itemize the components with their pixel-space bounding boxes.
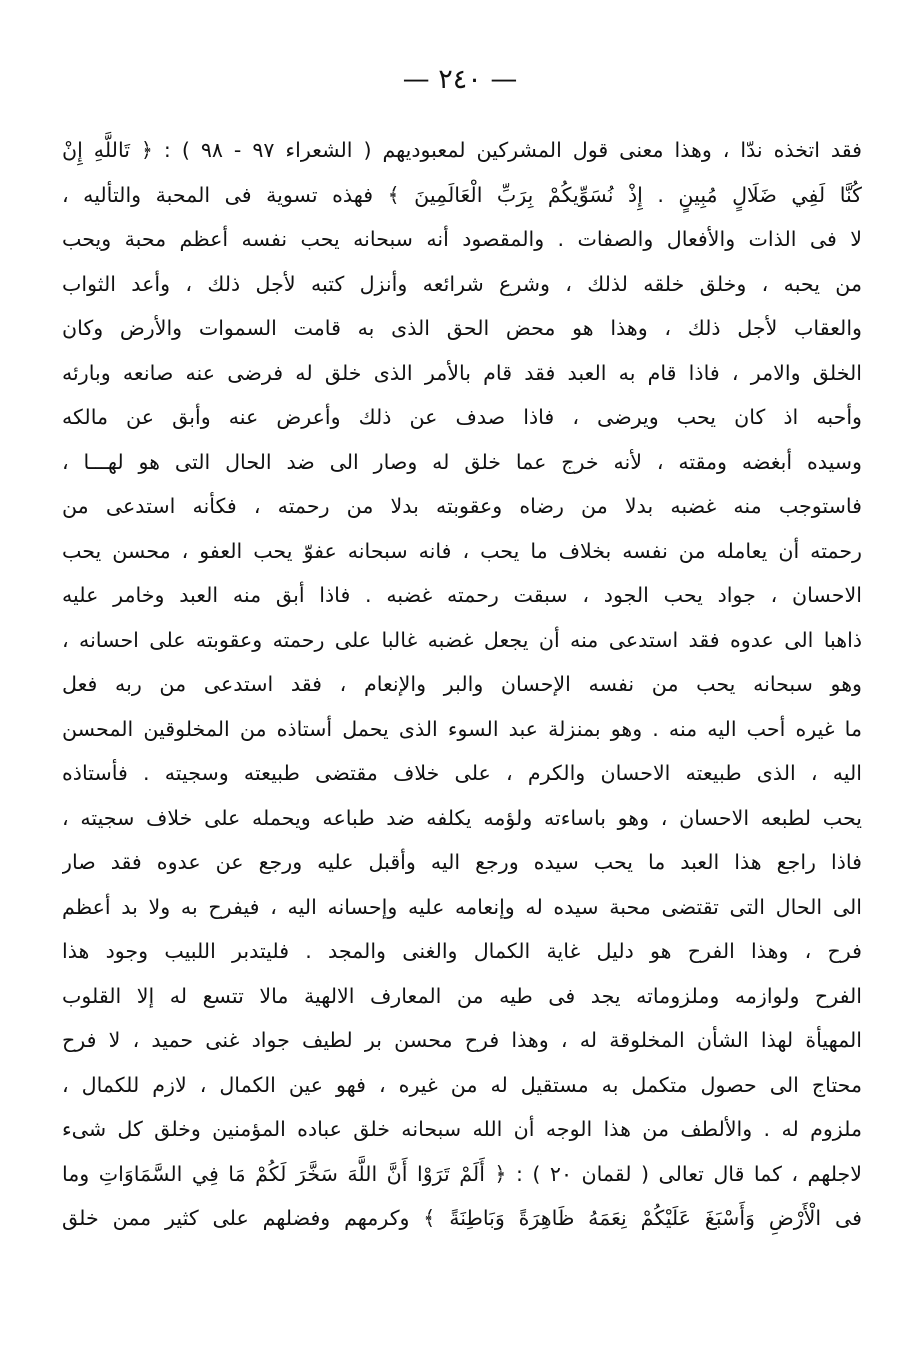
text-line: الاحسان ، جواد يحب الجود ، سبقت رحمته غضبه . فاذا أبق منه العبد وخامر عليه bbox=[62, 583, 862, 607]
text-line: من يحبه ، وخلق خلقه لذلك ، وشرع شرائعه وأنزل كتبه لأجل ذلك ، وأعد الثواب bbox=[62, 271, 862, 296]
page-number: — ٢٤٠ — bbox=[402, 64, 518, 95]
text-line: فقد اتخذه ندّا ، وهذا معنى قول المشركين لمعبوديهم ( الشعراء ٩٧ - ٩٨ ) : ﴿ تَاللَّهِ إِنْ bbox=[62, 138, 862, 162]
text-line: ذاهبا الى عدوه فقد استدعى منه أن يجعل غضبه غالبا على رحمته وعقوبته على احسانه ، bbox=[62, 627, 862, 652]
text-line: فاستوجب منه غضبه بدلا من رضاه وعقوبته بدلا من رحمته ، فكأنه استدعى من bbox=[62, 494, 862, 518]
text-line: فى الْأَرْضِ وَأَسْبَغَ عَلَيْكُمْ نِعَمَهُ ظَاهِرَةً وَبَاطِنَةً ﴾ وكرمهم وفضلهم على كثير ممن خلق bbox=[62, 1206, 862, 1230]
text-line: يحب لطبعه الاحسان ، وهو باساءته ولؤمه يكلفه ضد طباعه ويحمله على خلاف سجيته ، bbox=[62, 805, 862, 830]
text-line: فرح ، وهذا الفرح هو دليل غاية الكمال والغنى والمجد . فليتدبر اللبيب وجود هذا bbox=[62, 939, 862, 963]
text-line: الفرح ولوازمه وملزوماته يجد فى طيه من المعارف الالهية مالا تتسع له إلا القلوب bbox=[62, 983, 862, 1008]
text-line: اليه ، الذى طبيعته الاحسان والكرم ، على خلاف مقتضى طبيعته وسجيته . فأستاذه bbox=[62, 761, 862, 785]
text-line: وسيده أبغضه ومقته ، لأنه خرج عما خلق له وصار الى ضد الحال التى هو لهـــا ، bbox=[62, 449, 862, 474]
text-line: فاذا راجع هذا العبد ما يحب سيده ورجع اليه وأقبل عليه ورجع عن عدوه فقد صار bbox=[62, 850, 862, 874]
text-line: ما غيره أحب اليه منه . وهو بمنزلة عبد السوء الذى يحمل أستاذه من المخلوقين المحسن bbox=[62, 716, 862, 741]
text-line: ملزوم له . والألطف من هذا الوجه أن الله سبحانه خلق عباده المؤمنين وخلق كل شىء bbox=[62, 1117, 862, 1141]
text-line: والعقاب لأجل ذلك ، وهذا هو محض الحق الذى به قامت السموات والأرض وكان bbox=[62, 316, 862, 340]
text-line: الى الحال التى تقتضى محبة سيده له وإنعامه عليه وإحسانه اليه ، فيفرح به ولا بد أعظم bbox=[62, 894, 862, 919]
text-line: وهو سبحانه يحب من نفسه الإحسان والبر والإنعام ، فقد استدعى من ربه فعل bbox=[62, 672, 862, 696]
text-line: محتاج الى حصول متكمل به مستقيل له من غيره ، فهو عين الكمال ، لازم للكمال ، bbox=[62, 1072, 862, 1097]
text-line: المهيأة لهذا الشأن المخلوقة له ، وهذا فرح محسن بر لطيف جواد غنى حميد ، لا فرح bbox=[62, 1028, 862, 1052]
text-line: لا فى الذات والأفعال والصفات . والمقصود أنه سبحانه يحب نفسه أعظم محبة ويحب bbox=[62, 227, 862, 251]
text-line: لاجلهم ، كما قال تعالى ( لقمان ٢٠ ) : ﴿ أَلَمْ تَرَوْا أَنَّ اللَّهَ سَخَّرَ لَكُمْ مَا فِي السَّمَاوَاتِ وما bbox=[62, 1161, 862, 1186]
text-line: رحمته أن يعامله من نفسه بخلاف ما يحب ، فانه سبحانه عفوّ يحب العفو ، محسن يحب bbox=[62, 538, 862, 563]
text-line: وأحبه اذ كان يحب ويرضى ، فاذا صدف عن ذلك وأعرض عنه وأبق عن مالكه bbox=[62, 405, 862, 429]
text-line: الخلق والامر ، فاذا قام به العبد فقد قام بالأمر الذى خلق له فرضى عنه صانعه وبارئه bbox=[62, 360, 862, 385]
text-line: كُنَّا لَفِي ضَلَالٍ مُبِينٍ . إِذْ نُسَوِّيكُمْ بِرَبِّ الْعَالَمِينَ ﴾ فهذه تسوية فى المحبة والتأليه ، bbox=[62, 182, 862, 207]
page-body-text bbox=[62, 128, 862, 1241]
